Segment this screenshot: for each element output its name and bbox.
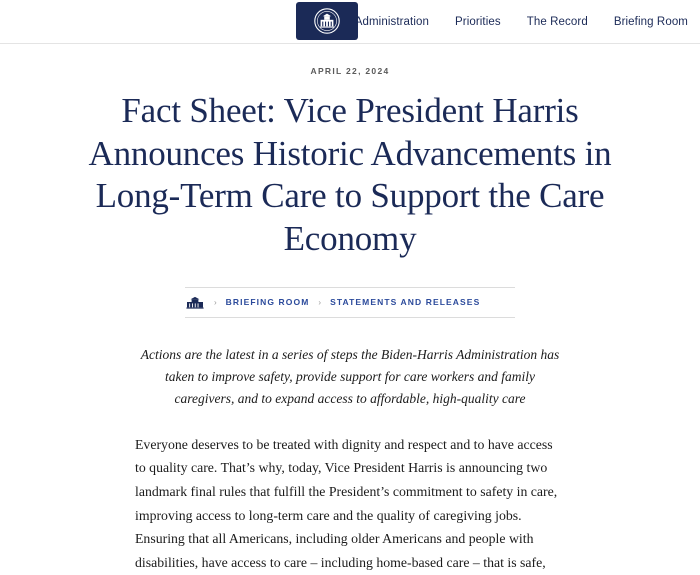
publish-date: APRIL 22, 2024 (310, 66, 390, 76)
breadcrumb-item-statements-and-releases[interactable]: STATEMENTS AND RELEASES (330, 297, 481, 308)
nav-item-the-record[interactable]: The Record (526, 16, 588, 28)
article-dek: Actions are the latest in a series of steps the Biden-Harris Administration has taken to improve safety, provide support for care workers and family caregivers, and to expand access to affordable, high-quality care (140, 346, 560, 407)
breadcrumb-separator-1: › (214, 297, 217, 307)
white-house-icon[interactable] (185, 295, 205, 310)
breadcrumb (185, 287, 515, 318)
white-house-seal-logo[interactable] (296, 2, 358, 40)
nav-item-administration[interactable]: Administration (354, 16, 429, 28)
nav-item-priorities[interactable]: Priorities (455, 16, 501, 28)
nav-item-briefing-room[interactable]: Briefing Room (613, 16, 688, 28)
breadcrumb-item-briefing-room[interactable]: BRIEFING ROOM (225, 297, 310, 308)
article-paragraph-1: Everyone deserves to be treated with dignity and respect and to have access to quality care. That’s why, today, Vice President Harris is announcing two landmark final rules that fulfill the President’s commitment to safety in care, improving access to long-term care and the quality of caregiving jobs. Ensuring that all Americans, including older Americans and people with disabilities, have access to care – including home-based care – that is safe, (135, 436, 558, 571)
site-header (0, 0, 700, 44)
article-body (135, 318, 565, 575)
page-title: Fact Sheet: Vice President Harris Announces Historic Advancements in Long-Term Care to Support the Care Economy (88, 91, 612, 259)
breadcrumb-separator-2: › (318, 297, 322, 307)
main-navigation (355, 0, 692, 44)
article (0, 66, 700, 575)
